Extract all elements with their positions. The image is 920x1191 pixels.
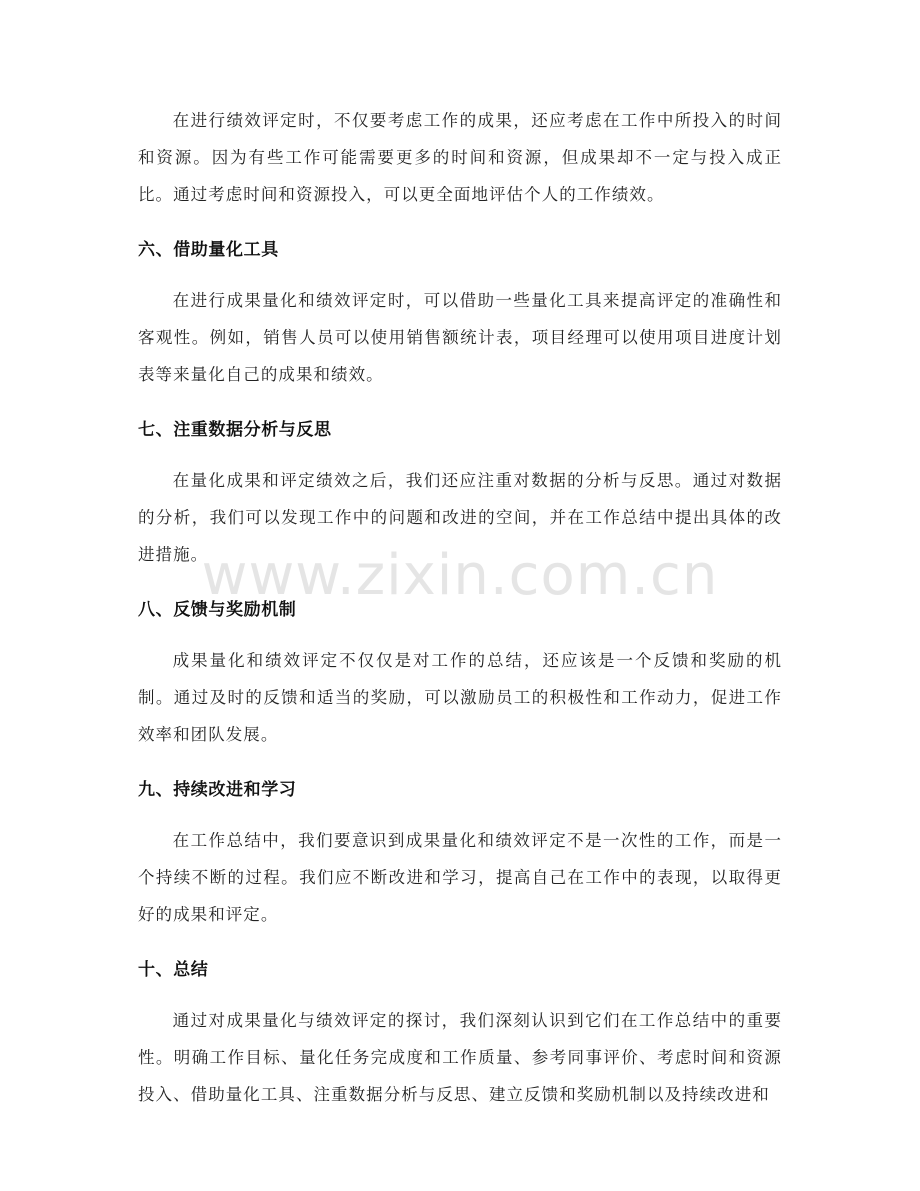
section-heading-8: 八、反馈与奖励机制 — [138, 600, 297, 620]
section-heading-9: 九、持续改进和学习 — [138, 780, 297, 800]
section-heading-7: 七、注重数据分析与反思 — [138, 420, 332, 440]
paragraph-data-analysis: 在量化成果和评定绩效之后，我们还应注重对数据的分析与反思。通过对数据的分析，我们可以发现工作中的问题和改进的空间，并在工作总结中提出具体的改进措施。 — [138, 471, 782, 564]
paragraph-continuous-improvement: 在工作总结中，我们要意识到成果量化和绩效评定不是一次性的工作，而是一个持续不断的过程。我们应不断改进和学习，提高自己在工作中的表现，以取得更好的成果和评定。 — [138, 831, 782, 924]
section-heading-10: 十、总结 — [138, 960, 209, 980]
document-body — [138, 102, 782, 1113]
paragraph-summary: 通过对成果量化与绩效评定的探讨，我们深刻认识到它们在工作总结中的重要性。明确工作目标、量化任务完成度和工作质量、参考同事评价、考虑时间和资源投入、借助量化工具、注重数据分析与反思、建立反馈和奖励机制以及持续改进和 — [138, 1011, 782, 1104]
paragraph-quant-tools: 在进行成果量化和绩效评定时，可以借助一些量化工具来提高评定的准确性和客观性。例如，销售人员可以使用销售额统计表，项目经理可以使用项目进度计划表等来量化自己的成果和绩效。 — [138, 291, 782, 384]
watermark-text: www.zixin.com.cn — [201, 543, 719, 608]
paragraph-time-resources: 在进行绩效评定时，不仅要考虑工作的成果，还应考虑在工作中所投入的时间和资源。因为有些工作可能需要更多的时间和资源，但成果却不一定与投入成正比。通过考虑时间和资源投入，可以更全面地评估个人的工作绩效。 — [138, 111, 782, 204]
section-heading-6: 六、借助量化工具 — [138, 240, 279, 260]
paragraph-feedback-rewards: 成果量化和绩效评定不仅仅是对工作的总结，还应该是一个反馈和奖励的机制。通过及时的反馈和适当的奖励，可以激励员工的积极性和工作动力，促进工作效率和团队发展。 — [138, 651, 782, 744]
